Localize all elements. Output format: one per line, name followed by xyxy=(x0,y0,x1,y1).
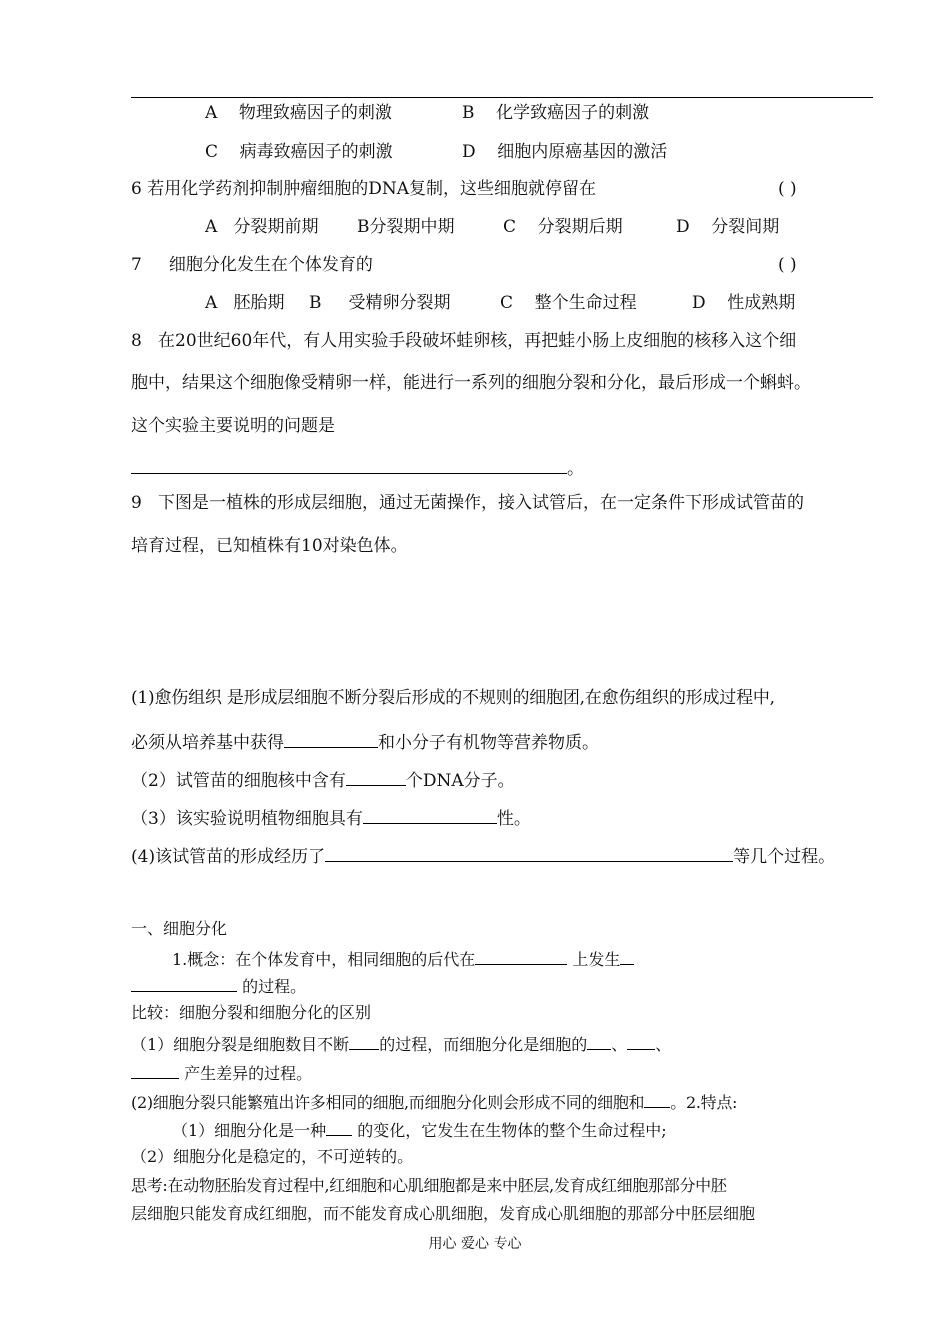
q8-line-3: 这个实验主要说明的问题是 xyxy=(131,416,335,436)
q9-sub2: （2）试管苗的细胞核中含有 个DNA分子。 xyxy=(131,767,515,792)
q6-stem: 6 若用化学药剂抑制肿瘤细胞的DNA复制，这些细胞就停留在 xyxy=(131,179,597,199)
notes-c1-blank-2[interactable] xyxy=(587,1031,611,1050)
top-rule xyxy=(131,97,873,98)
q9-sub3: （3）该实验说明植物细胞具有 性。 xyxy=(131,805,531,830)
q9-sub2-blank[interactable] xyxy=(346,767,406,786)
q9-sub1-line-b: 必须从培养基中获得 和小分子有机物等营养物质。 xyxy=(131,729,599,754)
notes-concept-blank-2b[interactable] xyxy=(131,973,237,992)
notes-c1-blank-1[interactable] xyxy=(349,1031,379,1050)
q9-line-1: 9 下图是一植株的形成层细胞，通过无菌操作，接入试管后，在一定条件下形成试管苗的 xyxy=(131,493,805,513)
q6-answer-paren: ( ) xyxy=(778,179,797,199)
notes-think-1: 思考:在动物胚胎发育过程中,红细胞和心肌细胞都是来中胚层,发育成红细胞那部分中胚 xyxy=(131,1176,727,1195)
q6-option-d: D 分裂间期 xyxy=(676,217,780,237)
q8-answer-line[interactable]: 。 xyxy=(131,455,584,480)
q9-line-2: 培育过程，已知植株有10对染色体。 xyxy=(131,536,408,556)
notes-compare-2: (2)细胞分裂只能繁殖出许多相同的细胞,而细胞分化则会形成不同的细胞和 。2.特点: xyxy=(131,1089,737,1114)
q5-option-b: B 化学致癌因子的刺激 xyxy=(462,103,650,123)
notes-feature-2: （2）细胞分化是稳定的，不可逆转的。 xyxy=(131,1147,414,1166)
q9-sub4-blank[interactable] xyxy=(325,843,733,862)
q7-option-d: D 性成熟期 xyxy=(692,293,796,313)
q5-option-d: D 细胞内原癌基因的激活 xyxy=(462,142,668,162)
q9-sub1-blank[interactable] xyxy=(284,729,378,748)
q7-option-b: B 受精卵分裂期 xyxy=(309,293,451,313)
q6-option-c: C 分裂期后期 xyxy=(503,217,623,237)
notes-compare: 比较：细胞分裂和细胞分化的区别 xyxy=(131,1003,372,1022)
notes-concept-blank-1[interactable] xyxy=(475,946,567,965)
notes-think-2: 层细胞只能发育成红细胞，而不能发育成心肌细胞，发育成心肌细胞的那部分中胚层细胞 xyxy=(131,1204,756,1223)
notes-concept-blank-2a[interactable] xyxy=(620,946,634,965)
notes-concept-line: 1.概念：在个体发育中，相同细胞的后代在 上发生 xyxy=(172,946,634,971)
q9-sub1-line-a: (1)愈伤组织 是形成层细胞不断分裂后形成的不规则的细胞团,在愈伤组织的形成过程中, xyxy=(131,688,775,708)
q9-sub3-blank[interactable] xyxy=(363,805,497,824)
q7-option-c: C 整个生命过程 xyxy=(500,293,637,313)
q8-line-2: 胞中，结果这个细胞像受精卵一样，能进行一系列的细胞分裂和分化，最后形成一个蝌蚪。 xyxy=(131,373,811,393)
notes-concept-line-2: 的过程。 xyxy=(131,973,306,998)
q8-line-1: 8 在20世纪60年代，有人用实验手段破坏蛙卵核，再把蛙小肠上皮细胞的核移入这个细 xyxy=(131,331,797,351)
notes-heading: 一、细胞分化 xyxy=(131,919,228,938)
notes-compare-1-end: 产生差异的过程。 xyxy=(131,1060,312,1085)
notes-c1-blank-4[interactable] xyxy=(131,1060,179,1079)
q6-option-b: B分裂期中期 xyxy=(357,217,455,237)
notes-compare-1: （1）细胞分裂是细胞数目不断 的过程，而细胞分化是细胞的 、 、 xyxy=(131,1031,671,1056)
q7-option-a: A 胚胎期 xyxy=(205,293,285,313)
notes-c2-blank[interactable] xyxy=(644,1089,670,1108)
notes-f1-blank[interactable] xyxy=(326,1117,352,1136)
q8-answer-blank[interactable] xyxy=(131,455,567,474)
q5-option-c: C 病毒致癌因子的刺激 xyxy=(205,142,393,162)
q9-sub4: (4)该试管苗的形成经历了 等几个过程。 xyxy=(131,843,835,868)
page-footer: 用心 爱心 专心 xyxy=(428,1236,522,1252)
notes-feature-1: （1）细胞分化是一种 的变化，它发生在生物体的整个生命过程中; xyxy=(172,1117,667,1142)
q6-option-a: A 分裂期前期 xyxy=(205,217,319,237)
notes-c1-blank-3[interactable] xyxy=(627,1031,655,1050)
q7-stem: 7 细胞分化发生在个体发育的 xyxy=(131,255,373,275)
q5-option-a: A 物理致癌因子的刺激 xyxy=(205,103,392,123)
q7-answer-paren: ( ) xyxy=(778,255,797,275)
